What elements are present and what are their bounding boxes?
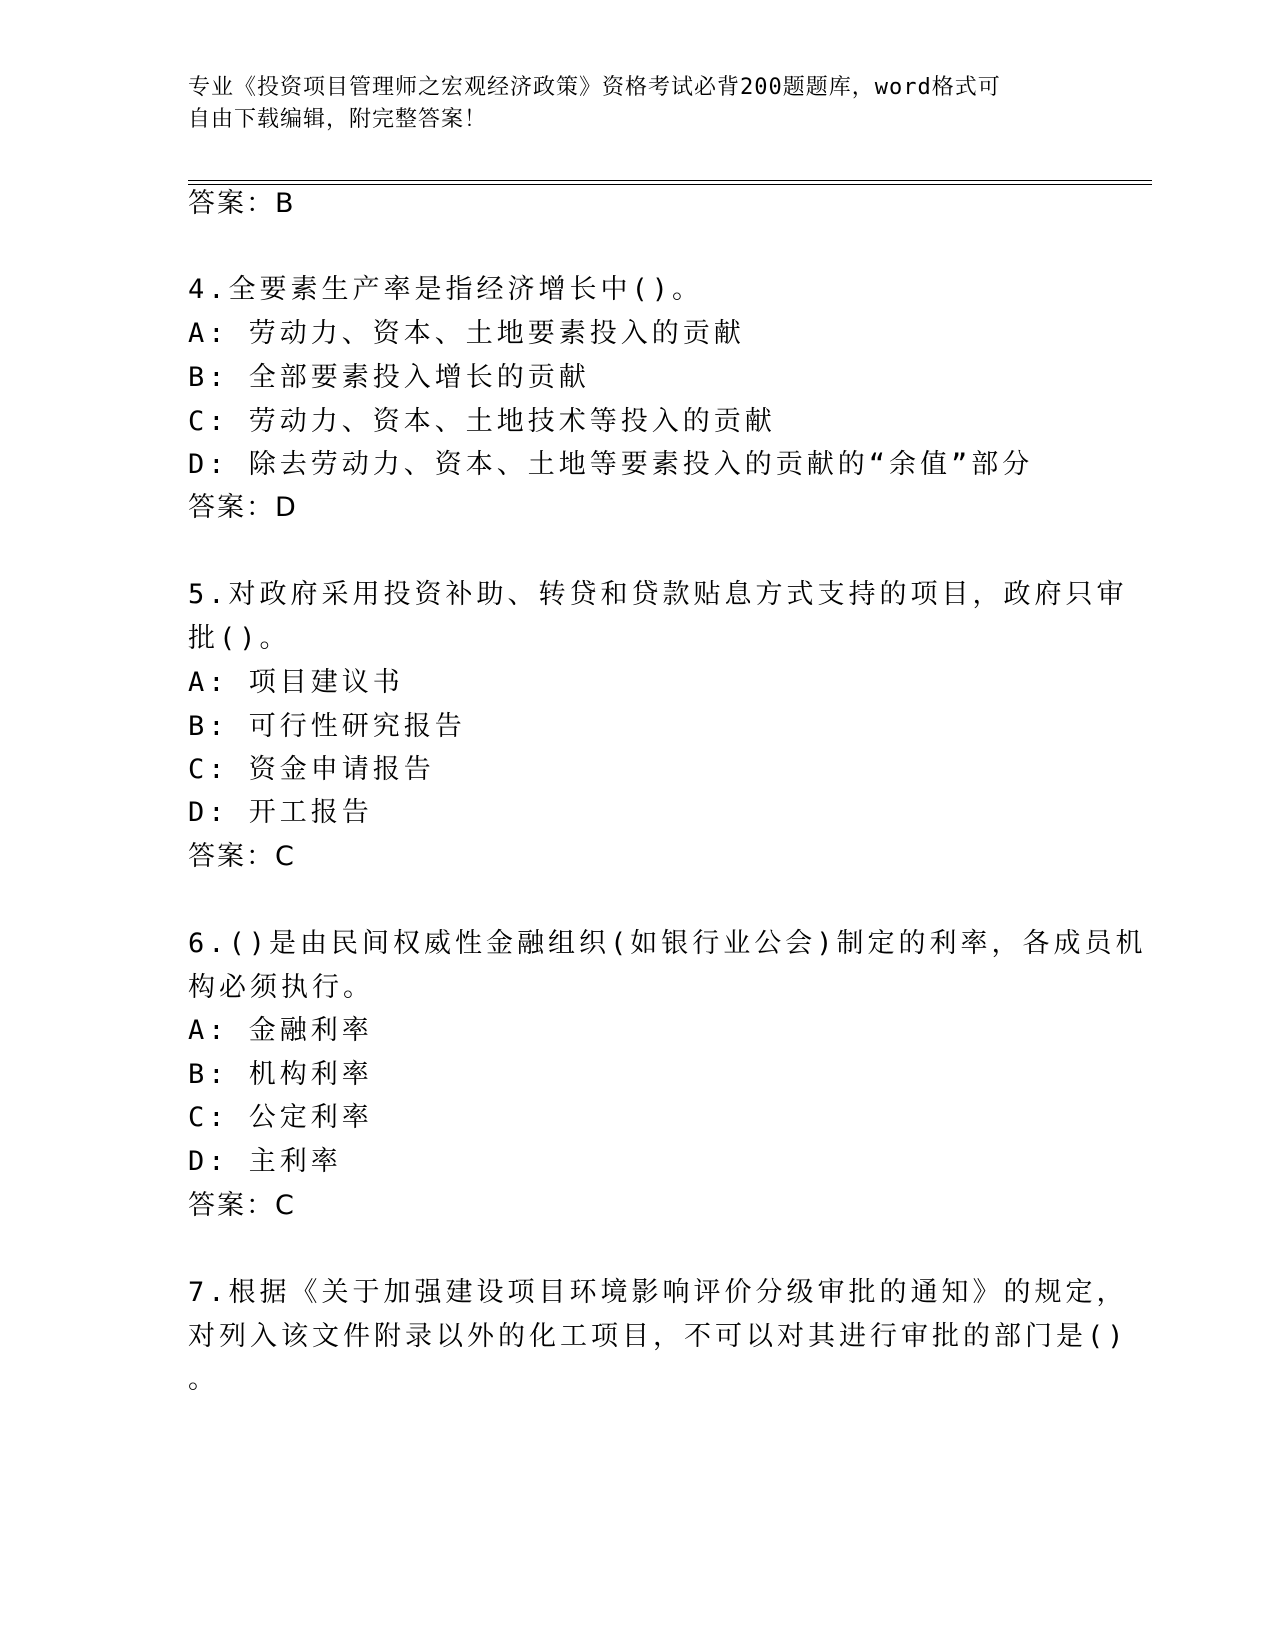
question-4-option-b: B: 全部要素投入增长的贡献: [188, 362, 590, 393]
question-5-option-a: A: 项目建议书: [188, 667, 404, 698]
document-header: [188, 72, 1068, 136]
question-5-text-line-2: 批()。: [188, 623, 291, 654]
header-divider-top: [188, 180, 1152, 181]
question-4-text: 4.全要素生产率是指经济增长中()。: [188, 274, 704, 305]
question-7-text-line-3: 。: [188, 1364, 219, 1395]
question-5-answer: 答案：C: [188, 841, 296, 872]
question-6-option-c: C: 公定利率: [188, 1102, 373, 1133]
question-4-option-a: A: 劳动力、资本、土地要素投入的贡献: [188, 318, 745, 349]
question-5-option-c: C: 资金申请报告: [188, 754, 435, 785]
question-4-answer: 答案：D: [188, 492, 298, 523]
question-7-text-line-1: 7.根据《关于加强建设项目环境影响评价分级审批的通知》的规定，: [188, 1277, 1128, 1308]
header-divider-bottom: [188, 184, 1152, 185]
question-5-option-d: D: 开工报告: [188, 797, 373, 828]
question-4-option-c: C: 劳动力、资本、土地技术等投入的贡献: [188, 406, 776, 437]
question-6-answer: 答案：C: [188, 1190, 296, 1221]
previous-answer: 答案：B: [188, 188, 296, 219]
question-6-text-line-2: 构必须执行。: [188, 972, 374, 1003]
question-4-option-d: D: 除去劳动力、资本、土地等要素投入的贡献的“余值”部分: [188, 449, 1034, 480]
question-6-text-line-1: 6.()是由民间权威性金融组织(如银行业公会)制定的利率，各成员机: [188, 928, 1147, 959]
question-5-text-line-1: 5.对政府采用投资补助、转贷和贷款贴息方式支持的项目，政府只审: [188, 579, 1128, 610]
question-5-option-b: B: 可行性研究报告: [188, 711, 466, 742]
header-intro-line-2: 自由下载编辑，附完整答案！: [188, 107, 488, 132]
question-6-option-b: B: 机构利率: [188, 1059, 373, 1090]
question-6-option-a: A: 金融利率: [188, 1015, 373, 1046]
question-7-text-line-2: 对列入该文件附录以外的化工项目，不可以对其进行审批的部门是(): [188, 1321, 1128, 1352]
header-intro-line-1: 专业《投资项目管理师之宏观经济政策》资格考试必背200题题库，word格式可: [188, 75, 1001, 100]
question-6-option-d: D: 主利率: [188, 1146, 342, 1177]
